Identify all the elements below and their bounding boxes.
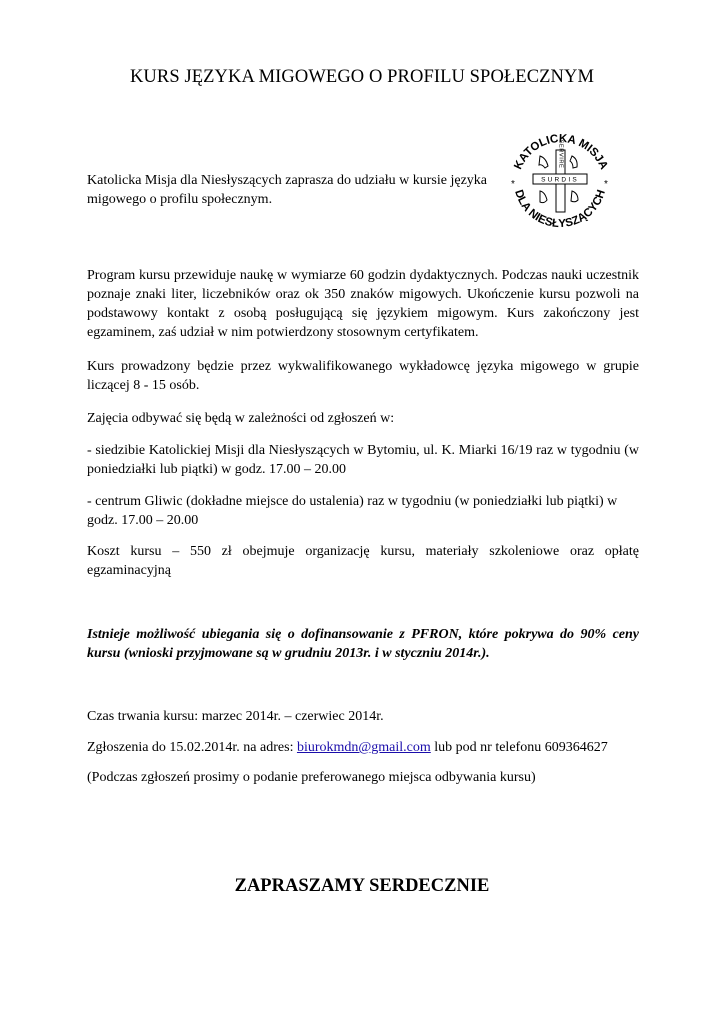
logo-arc-top-text: KATOLICKA MISJA — [512, 132, 610, 172]
logo-cross-horizontal-text: SURDIS — [541, 176, 579, 184]
registration-suffix: lub pod nr telefonu 609364627 — [430, 740, 608, 755]
logo-arc-bottom-text: DLA NIESŁYSZĄCYCH — [512, 188, 608, 231]
registration-paragraph — [87, 738, 639, 757]
katolicka-misja-logo — [500, 123, 620, 243]
cost-paragraph: Koszt kursu – 550 zł obejmuje organizację kursu, materiały szkoleniowe oraz opłatę egzaminacyjną — [87, 544, 639, 578]
schedule-intro-paragraph: Zajęcia odbywać się będą w zależności od zgłoszeń w: — [87, 411, 395, 426]
logo-cross-vertical-text: SERVIRE — [557, 139, 564, 169]
intro-paragraph: Katolicka Misja dla Niesłyszących zaprasza do udziału w kursie języka migowego o profilu społecznym. — [87, 173, 488, 207]
location-bytom-paragraph: - siedzibie Katolickiej Misji dla Niesłyszących w Bytomiu, ul. K. Miarki 16/19 raz w tygodniu (w poniedziałki lub piątki) w godz. 17.00 – 20.00 — [87, 443, 639, 477]
program-paragraph: Program kursu przewiduje naukę w wymiarze 60 godzin dydaktycznych. Podczas nauki uczestnik poznaje znaki liter, liczebników oraz ok 350 znaków migowych. Ukończenie kursu pozwoli na podstawowy kontakt z osobą posługującą się językiem migowym. Kurs zakończony jest egzaminem, zaś udział w nim potwierdzony stosownym certyfikatem. — [87, 268, 639, 340]
location-gliwice-paragraph: - centrum Gliwic (dokładne miejsce do ustalenia) raz w tygodniu (w poniedziałki lub piątki) w godz. 17.00 – 20.00 — [87, 494, 618, 528]
registration-email-link[interactable]: biurokmdn@gmail.com — [296, 740, 431, 755]
closing-heading: ZAPRASZAMY SERDECZNIE — [234, 876, 490, 896]
logo-star-right: * — [604, 179, 608, 190]
duration-paragraph: Czas trwania kursu: marzec 2014r. – czerwiec 2014r. — [87, 709, 384, 724]
funding-paragraph: Istnieje możliwość ubiegania się o dofinansowanie z PFRON, które pokrywa do 90% ceny kursu (wnioski przyjmowane są w grudniu 2013r. i w styczniu 2014r.). — [87, 627, 639, 661]
registration-prefix: Zgłoszenia do 15.02.2014r. na adres: — [87, 740, 297, 755]
lecturer-paragraph: Kurs prowadzony będzie przez wykwalifikowanego wykładowcę języka migowego w grupie liczącej 8 - 15 osób. — [87, 359, 639, 393]
document-title: KURS JĘZYKA MIGOWEGO O PROFILU SPOŁECZNYM — [129, 67, 595, 87]
note-paragraph: (Podczas zgłoszeń prosimy o podanie preferowanego miejsca odbywania kursu) — [87, 770, 536, 785]
logo-star-left: * — [511, 179, 515, 190]
